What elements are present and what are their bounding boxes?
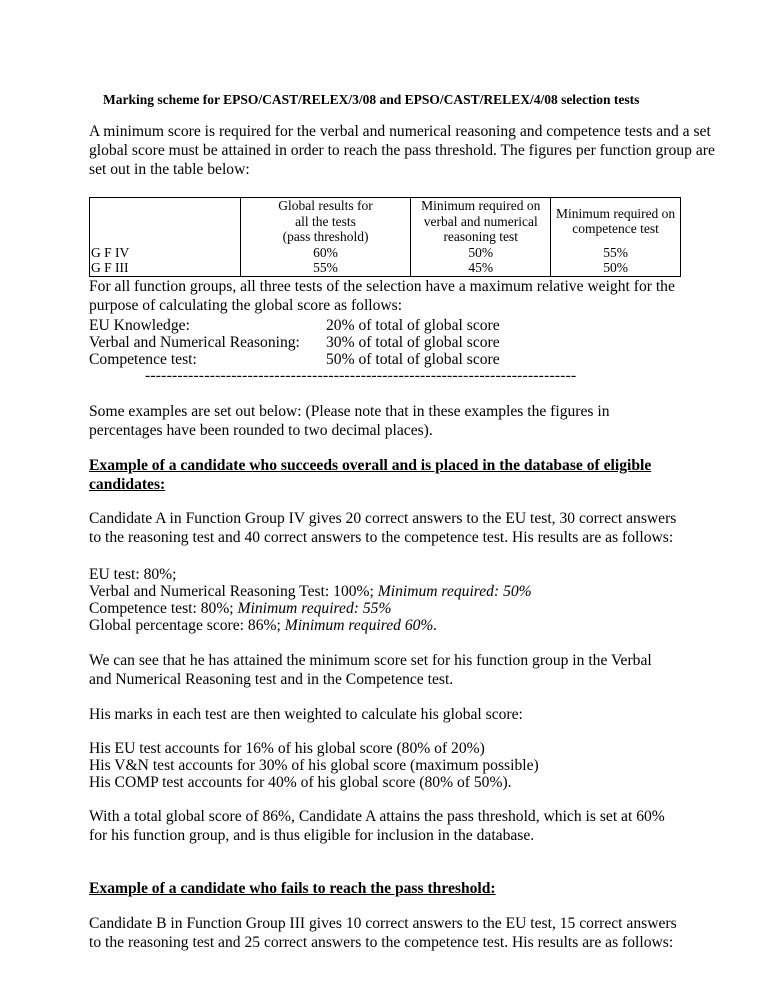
table-row — [90, 245, 681, 261]
table-header-global — [240, 198, 411, 245]
result-note: Minimum required 60%. — [284, 617, 438, 634]
table-header-row — [90, 198, 681, 245]
example-b-description-line-1: Candidate B in Function Group III gives 10 correct answers to the EU test, 15 correct answers — [89, 915, 677, 932]
conclusion-line-2: for his function group, and is thus eligible for inclusion in the database. — [89, 827, 535, 844]
weighted-intro: His marks in each test are then weighted to calculate his global score: — [89, 706, 523, 723]
example-a-heading-line-2: candidates: — [89, 476, 166, 493]
weight-value-vnr: 30% of total of global score — [326, 334, 500, 351]
example-b-heading: Example of a candidate who fails to reach the pass threshold: — [89, 880, 496, 897]
cell-value: 45% — [468, 260, 494, 275]
document-title: Marking scheme for EPSO/CAST/RELEX/3/08 and EPSO/CAST/RELEX/4/08 selection tests — [103, 92, 640, 107]
header-line: competence test — [572, 221, 659, 237]
table-cell — [411, 260, 551, 276]
cell-value: 60% — [313, 244, 338, 260]
conclusion-line-1: With a total global score of 86%, Candidate A attains the pass threshold, which is set at 60% — [89, 808, 665, 825]
table-cell — [551, 245, 681, 261]
table-cell — [90, 260, 241, 276]
weighted-comp: His COMP test accounts for 40% of his global score (80% of 50%). — [89, 774, 512, 791]
result-note: Minimum required: 50% — [377, 583, 532, 600]
header-line: verbal and numerical — [423, 213, 538, 229]
minimum-note-line-1: We can see that he has attained the minimum score set for his function group in the Verbal — [89, 652, 652, 669]
weighted-vnr: His V&N test accounts for 30% of his global score (maximum possible) — [89, 757, 539, 774]
result-text: Competence test: 80%; — [89, 600, 238, 617]
weight-label-eu: EU Knowledge: — [89, 317, 190, 334]
result-text: EU test: 80%; — [89, 566, 177, 583]
weighted-eu: His EU test accounts for 16% of his global score (80% of 20%) — [89, 740, 485, 757]
table-header-competence — [551, 198, 681, 245]
cell-value: 50% — [603, 260, 628, 275]
header-line: Minimum required on — [421, 198, 541, 213]
table-cell — [240, 260, 411, 276]
header-line: Global results for — [278, 198, 373, 213]
minimum-note-line-2: and Numerical Reasoning test and in the Competence test. — [89, 671, 454, 688]
examples-intro-line-2: percentages have been rounded to two decimal places). — [89, 422, 433, 439]
weight-value-comp: 50% of total of global score — [326, 351, 500, 368]
row-label: G F III — [91, 260, 129, 275]
examples-intro-line-1: Some examples are set out below: (Please note that in these examples the figures in — [89, 403, 610, 420]
result-note: Minimum required: 55% — [237, 600, 392, 617]
table-cell — [551, 260, 681, 276]
intro-line-1: A minimum score is required for the verbal and numerical reasoning and competence tests and a set — [89, 123, 711, 140]
header-line: Minimum required on — [555, 205, 676, 221]
header-line: (pass threshold) — [282, 229, 369, 244]
weights-intro-line-1: For all function groups, all three tests of the selection have a maximum relative weight for the — [89, 278, 675, 295]
header-line: reasoning test — [443, 229, 519, 244]
example-a-description-line-1: Candidate A in Function Group IV gives 20 correct answers to the EU test, 30 correct answers — [89, 510, 677, 527]
result-text: Global percentage score: 86%; — [89, 617, 285, 634]
example-a-description-line-2: to the reasoning test and 40 correct answers to the competence test. His results are as follows: — [89, 529, 674, 546]
thresholds-table — [89, 197, 681, 277]
weight-label-vnr: Verbal and Numerical Reasoning: — [89, 334, 300, 351]
table-cell — [411, 245, 551, 261]
table-header-verbal-numerical — [411, 198, 551, 245]
cell-value: 50% — [468, 244, 494, 260]
result-text: Verbal and Numerical Reasoning Test: 100%; — [89, 583, 378, 600]
table-header-empty — [90, 198, 241, 245]
separator-line: -------------------------------------------------------------------------------- — [145, 367, 577, 384]
weights-intro-line-2: purpose of calculating the global score as follows: — [89, 297, 403, 314]
row-label: G F IV — [91, 244, 130, 260]
weight-label-comp: Competence test: — [89, 351, 197, 368]
intro-line-3: set out in the table below: — [89, 161, 250, 178]
cell-value: 55% — [603, 244, 628, 260]
weight-value-eu: 20% of total of global score — [326, 317, 500, 334]
result-global — [89, 616, 437, 635]
table-cell — [90, 245, 241, 261]
cell-value: 55% — [313, 260, 338, 275]
table-row — [90, 260, 681, 276]
example-b-description-line-2: to the reasoning test and 25 correct answers to the competence test. His results are as follows: — [89, 934, 674, 951]
table-cell — [240, 245, 411, 261]
header-line: all the tests — [295, 213, 356, 229]
intro-line-2: global score must be attained in order to reach the pass threshold. The figures per function group are — [89, 142, 715, 159]
example-a-heading-line-1: Example of a candidate who succeeds overall and is placed in the database of eligible — [89, 457, 652, 474]
